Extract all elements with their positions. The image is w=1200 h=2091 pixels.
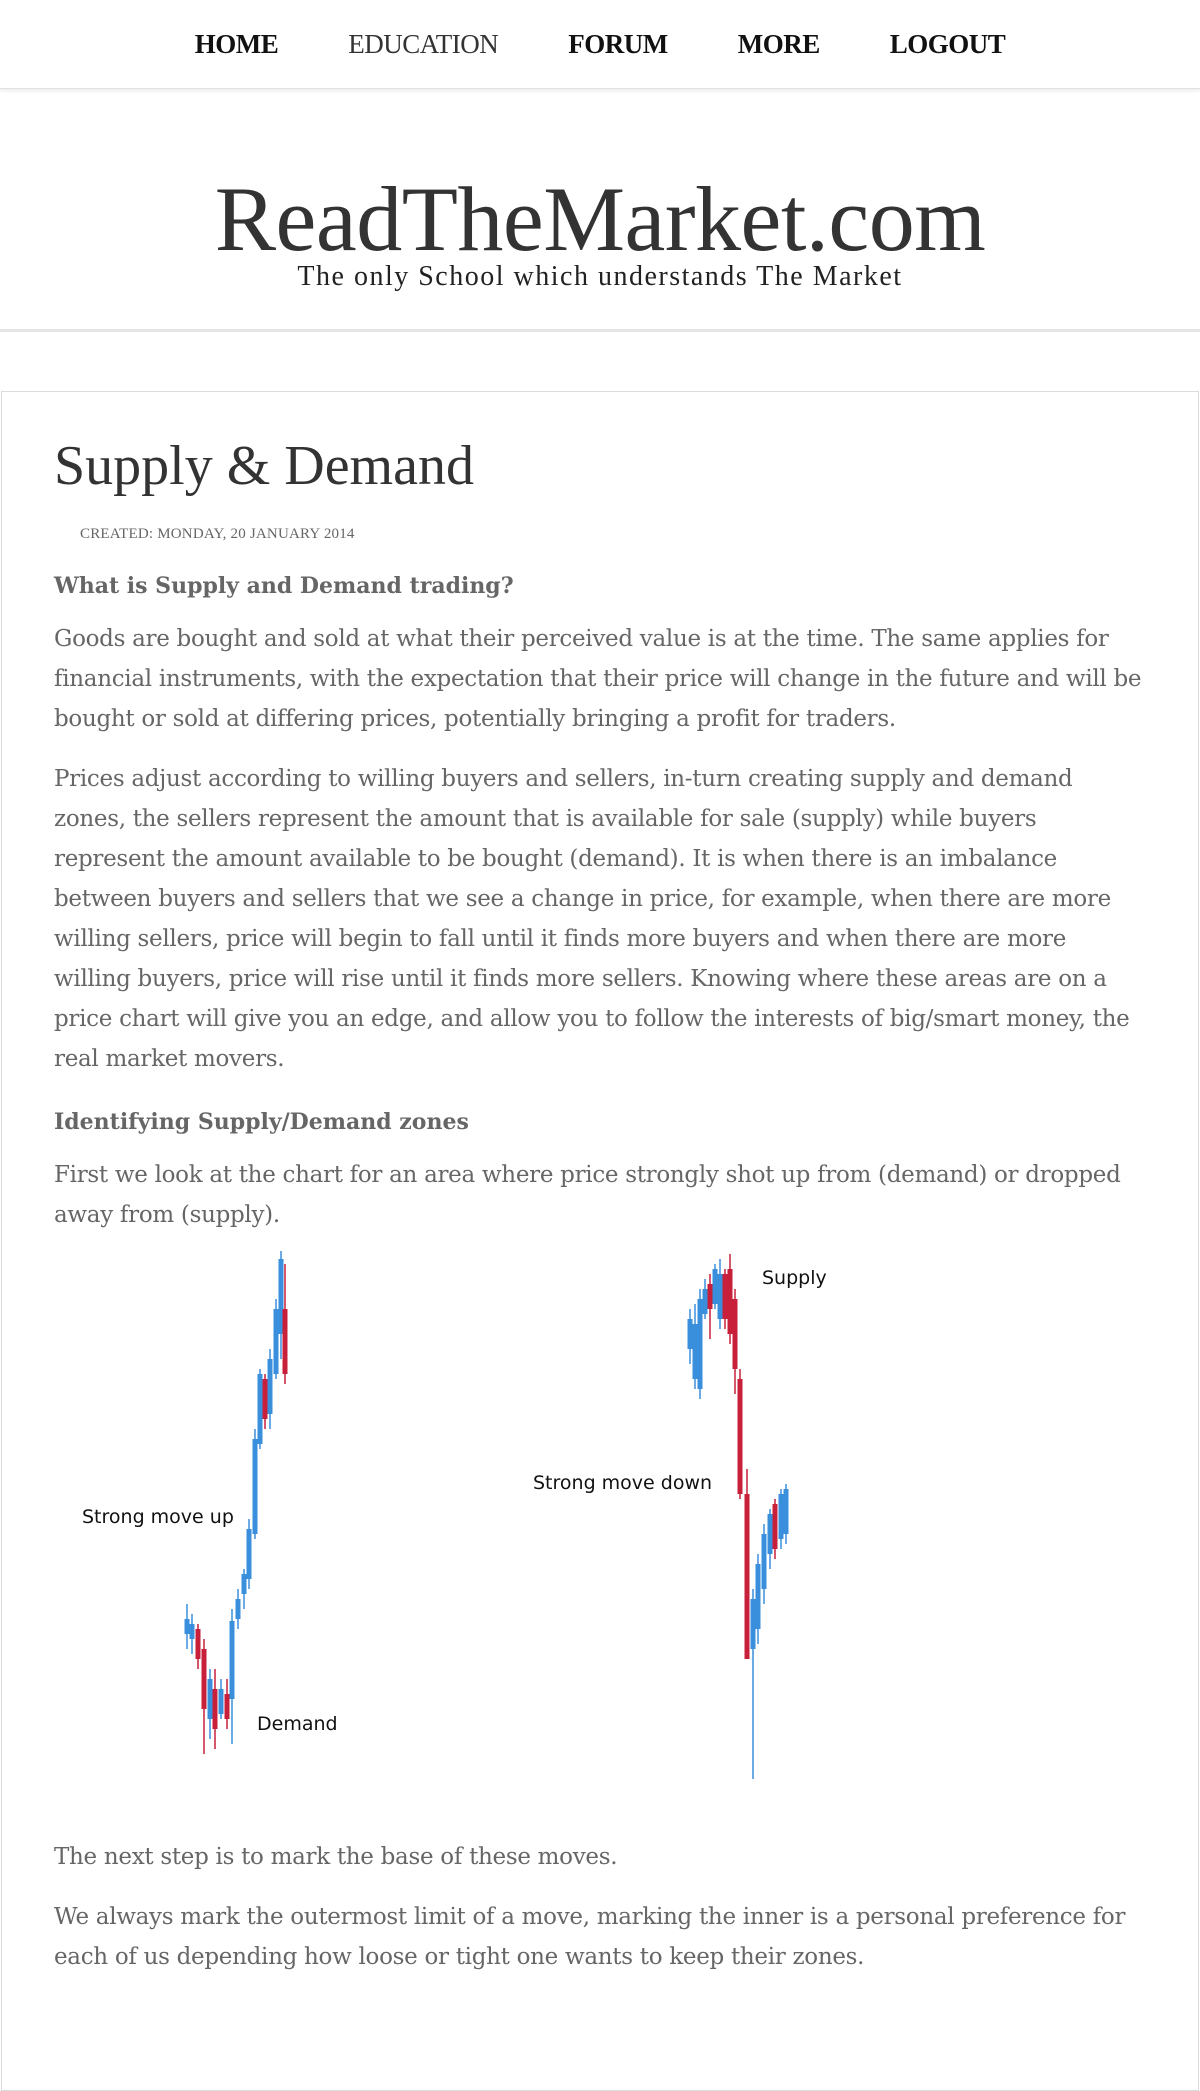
candle-body — [708, 1284, 713, 1309]
label-demand: Demand — [257, 1712, 338, 1735]
candle-body — [773, 1504, 778, 1549]
nav-logout[interactable]: LOGOUT — [889, 28, 1006, 59]
candle-body — [762, 1534, 767, 1589]
candle-body — [263, 1379, 268, 1419]
label-strong-move-up: Strong move up — [82, 1505, 234, 1528]
heading-what-is: What is Supply and Demand trading? — [54, 572, 514, 599]
paragraph-5: We always mark the outermost limit of a move, marking the inner is a personal preference for each of us depending how loose or tight one wants to keep their zones. — [54, 1903, 1126, 1970]
label-strong-move-down: Strong move down — [533, 1471, 713, 1494]
candle-body — [258, 1374, 263, 1444]
candle-body — [253, 1439, 258, 1534]
candle-body — [738, 1379, 743, 1494]
paragraph-2: Prices adjust according to willing buyers and sellers, in-turn creating supply and demand zones, the sellers represent the amount that is available for sale (supply) while buyers represent the amount available to be bought (demand). It is when there is an imbalance between buyers and sellers that we see a change in price, for example, when there are more willing sellers, price will begin to fall until it finds more buyers and when there are more willing buyers, price will rise until it finds more sellers. Knowing where these areas are on a price chart will give you an edge, and allow you to follow the interests of big/smart money, the real market movers. — [54, 765, 1130, 1072]
candle-body — [768, 1514, 773, 1554]
candle-body — [728, 1269, 733, 1334]
candle-body — [196, 1629, 201, 1659]
site-title[interactable]: ReadTheMarket.com — [214, 168, 986, 270]
candle-body — [274, 1309, 279, 1374]
candle-body — [247, 1529, 252, 1579]
article-title: Supply & Demand — [54, 435, 474, 497]
label-supply: Supply — [762, 1266, 827, 1289]
candle-body — [190, 1624, 195, 1639]
nav-home[interactable]: HOME — [194, 28, 279, 59]
nav-education[interactable]: EDUCATION — [348, 28, 499, 59]
candle-body — [219, 1689, 224, 1714]
candle-body — [756, 1564, 761, 1629]
candle-body — [185, 1619, 190, 1634]
candle-body — [745, 1494, 750, 1659]
candle-body — [202, 1649, 207, 1709]
created-date: CREATED: MONDAY, 20 JANUARY 2014 — [80, 525, 355, 542]
candle-body — [733, 1299, 738, 1369]
candle-body — [242, 1574, 247, 1594]
candle-body — [784, 1489, 789, 1534]
heading-identifying: Identifying Supply/Demand zones — [54, 1108, 469, 1135]
nav-more[interactable]: MORE — [737, 28, 820, 59]
paragraph-3: First we look at the chart for an area where price strongly shot up from (demand) or dropped away from (supply). — [54, 1161, 1121, 1228]
candle-body — [723, 1274, 728, 1319]
nav-forum[interactable]: FORUM — [568, 28, 668, 59]
candle-body — [236, 1599, 241, 1619]
candle-body — [230, 1621, 235, 1699]
candle-body — [213, 1689, 218, 1729]
candle-body — [208, 1679, 213, 1719]
candle-body — [718, 1274, 723, 1319]
site-header — [0, 89, 1200, 332]
candle-body — [713, 1269, 718, 1304]
candle-body — [268, 1359, 273, 1414]
site-tagline: The only School which understands The Market — [297, 261, 903, 292]
candle-body — [698, 1299, 703, 1389]
paragraph-1: Goods are bought and sold at what their perceived value is at the time. The same applies for financial instruments, with the expectation that their price will change in the future and will be bought or sold at differing prices, potentially bringing a profit for traders. — [54, 625, 1142, 732]
candle-body — [283, 1309, 288, 1374]
candle-body — [703, 1289, 708, 1314]
candle-body — [688, 1319, 693, 1349]
candle-body — [693, 1324, 698, 1379]
paragraph-4: The next step is to mark the base of these moves. — [54, 1843, 618, 1870]
top-navigation — [0, 0, 1200, 89]
candle-body — [225, 1694, 230, 1719]
article — [1, 391, 1199, 2091]
candlestick-chart — [2, 1249, 1200, 1819]
supply-demand-chart-image — [54, 1249, 1146, 1819]
candle-body — [779, 1494, 784, 1539]
candle-body — [751, 1599, 756, 1649]
